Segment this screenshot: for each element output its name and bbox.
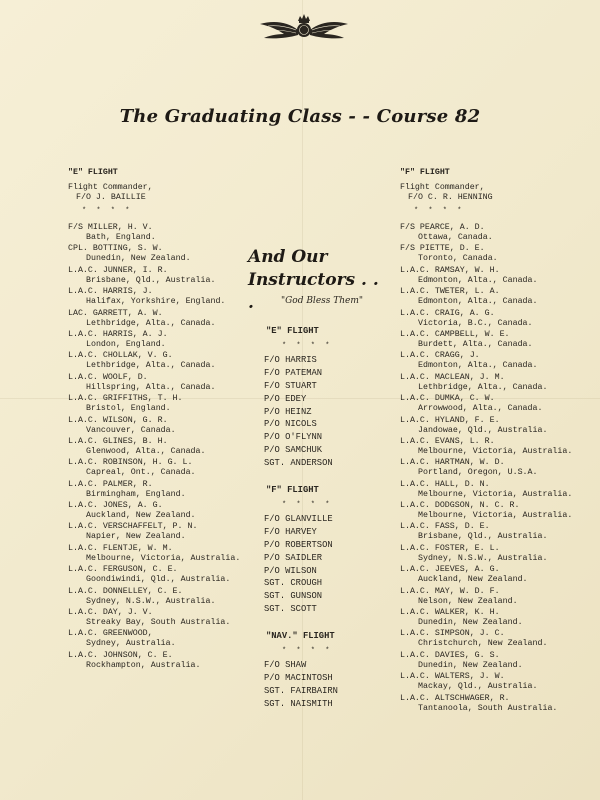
instructor-name: F/O PATEMAN — [264, 367, 323, 378]
instructor-section-header: "E" FLIGHT — [266, 326, 319, 336]
graduate-name: L.A.C. WILSON, G. R. — [68, 415, 168, 425]
graduate-name: L.A.C. HARRIS, J. — [68, 287, 153, 297]
e-flight-header: "E" FLIGHT — [68, 168, 118, 177]
graduate-entry — [68, 223, 258, 244]
graduate-name: L.A.C. HARTMAN, W. D. — [400, 458, 505, 468]
graduate-name: LAC. GARRETT, A. W. — [68, 308, 163, 318]
instructor-section-header: "NAV." FLIGHT — [266, 631, 335, 642]
graduate-name: L.A.C. FOSTER, E. L. — [400, 543, 500, 553]
instructor-name: F/O STUART — [264, 380, 317, 391]
instructor-name: SGT. CROUGH — [264, 578, 323, 589]
graduate-hometown: Sydney, N.S.W., Australia. — [86, 596, 216, 606]
graduate-name: L.A.C. GREENWOOD, — [68, 629, 153, 639]
graduate-name: L.A.C. CAMPBELL, W. E. — [400, 329, 510, 339]
graduate-entry — [400, 629, 590, 650]
graduate-name: F/S MILLER, H. V. — [68, 223, 153, 232]
instructor-name: P/O ROBERTSON — [264, 539, 333, 550]
graduate-entry — [400, 437, 590, 458]
instructor-name: F/O HARVEY — [264, 526, 317, 537]
graduate-hometown: Dunedin, New Zealand. — [418, 618, 523, 628]
instructor-section-header: "F" FLIGHT — [266, 485, 319, 496]
graduate-hometown: Sydney, Australia. — [86, 639, 176, 649]
graduate-name: L.A.C. FERGUSON, C. E. — [68, 565, 178, 575]
graduate-entry — [400, 223, 590, 244]
instructor-section — [264, 485, 384, 617]
graduate-hometown: Edmonton, Alta., Canada. — [418, 275, 538, 285]
instructor-name: SGT. ANDERSON — [264, 458, 333, 469]
graduate-entry — [400, 373, 590, 394]
graduate-name: L.A.C. FLENTJE, W. M. — [68, 543, 173, 553]
graduate-entry — [68, 309, 258, 330]
graduate-name: L.A.C. MAY, W. D. F. — [400, 586, 500, 596]
graduate-name: L.A.C. TWETER, L. A. — [400, 287, 500, 297]
graduate-hometown: Rockhampton, Australia. — [86, 660, 201, 670]
graduate-entry — [400, 330, 590, 351]
flight-commander-title: Flight Commander, — [400, 183, 485, 192]
graduate-entry — [68, 394, 258, 415]
graduate-entry — [400, 351, 590, 372]
graduate-entry — [68, 351, 258, 372]
graduate-entry — [400, 394, 590, 415]
graduate-entry — [68, 544, 258, 565]
graduate-name: L.A.C. VERSCHAFFELT, P. N. — [68, 522, 198, 532]
stars-divider: * * * * — [282, 501, 333, 510]
f-flight-header: "F" FLIGHT — [400, 168, 450, 177]
graduate-name: L.A.C. RAMSAY, W. H. — [400, 265, 500, 275]
graduate-hometown: Melbourne, Victoria, Australia. — [86, 553, 241, 563]
instructor-name: SGT. FAIRBAIRN — [264, 685, 338, 696]
graduate-entry — [68, 651, 258, 672]
graduate-entry — [68, 629, 258, 650]
instructors-title-line2: Instructors . . . — [248, 270, 379, 313]
instructor-name: P/O WILSON — [264, 565, 317, 576]
graduate-hometown: Victoria, B.C., Canada. — [418, 318, 533, 328]
instructor-name: P/O HEINZ — [264, 406, 312, 417]
graduate-entry — [400, 565, 590, 586]
graduate-hometown: Hillspring, Alta., Canada. — [86, 382, 216, 392]
graduate-name: L.A.C. ALTSCHWAGER, R. — [400, 693, 510, 703]
graduate-name: L.A.C. WALKER, K. H. — [400, 608, 500, 618]
graduate-hometown: Dunedin, New Zealand. — [86, 254, 191, 264]
graduate-name: L.A.C. MACLEAN, J. M. — [400, 372, 505, 382]
instructor-name: P/O NICOLS — [264, 419, 317, 430]
graduate-hometown: Auckland, New Zealand. — [86, 511, 196, 521]
graduate-name: L.A.C. FASS, D. E. — [400, 522, 490, 532]
graduate-hometown: Auckland, New Zealand. — [418, 575, 528, 585]
flight-commander-name: F/O J. BAILLIE — [76, 193, 146, 202]
graduate-hometown: Burdett, Alta., Canada. — [418, 339, 533, 349]
graduate-name: F/S PEARCE, A. D. — [400, 223, 485, 232]
graduate-hometown: Christchurch, New Zealand. — [418, 639, 548, 649]
graduate-name: L.A.C. SIMPSON, J. C. — [400, 629, 505, 639]
graduate-hometown: Edmonton, Alta., Canada. — [418, 361, 538, 371]
graduate-name: L.A.C. WOOLF, D. — [68, 372, 148, 382]
instructor-section — [264, 326, 384, 471]
graduate-entry — [68, 522, 258, 543]
graduate-hometown: Streaky Bay, South Australia. — [86, 618, 231, 628]
graduate-name: L.A.C. CRAGG, J. — [400, 351, 480, 361]
graduate-entry — [68, 330, 258, 351]
graduate-entry — [68, 608, 258, 629]
instructor-name: SGT. SCOTT — [264, 604, 317, 615]
graduate-name: L.A.C. JEEVES, A. G. — [400, 565, 500, 575]
graduate-hometown: Lethbridge, Alta., Canada. — [86, 361, 216, 371]
graduate-hometown: Melbourne, Victoria, Australia. — [418, 511, 573, 521]
graduate-entry — [400, 522, 590, 543]
graduate-name: L.A.C. PALMER, R. — [68, 479, 153, 489]
graduate-hometown: Birmingham, England. — [86, 489, 186, 499]
graduate-hometown: Toronto, Canada. — [418, 254, 498, 264]
graduate-entry — [400, 694, 590, 715]
instructor-name: F/O GLANVILLE — [264, 514, 333, 525]
graduate-hometown: Lethbridge, Alta., Canada. — [418, 382, 548, 392]
graduate-entry — [68, 565, 258, 586]
graduate-entry — [68, 373, 258, 394]
graduate-hometown: Goondiwindi, Qld., Australia. — [86, 575, 231, 585]
graduate-hometown: Brisbane, Qld., Australia. — [86, 275, 216, 285]
graduate-hometown: Bath, England. — [86, 233, 156, 242]
instructor-name: F/O SHAW — [264, 660, 307, 671]
graduate-entry — [400, 608, 590, 629]
instructors-subtitle: "God Bless Them" — [280, 296, 364, 306]
graduate-hometown: Ottawa, Canada. — [418, 233, 493, 242]
graduate-entry — [400, 672, 590, 693]
instructor-name: SGT. GUNSON — [264, 591, 323, 602]
instructor-name: P/O O'FLYNN — [264, 432, 323, 443]
stars-divider: * * * * — [282, 647, 333, 656]
graduate-hometown: Lethbridge, Alta., Canada. — [86, 318, 216, 328]
instructor-section — [264, 631, 384, 712]
graduate-hometown: Sydney, N.S.W., Australia. — [418, 553, 548, 563]
graduate-name: L.A.C. WALTERS, J. W. — [400, 672, 505, 682]
graduate-name: L.A.C. HYLAND, F. E. — [400, 415, 500, 425]
graduate-hometown: Vancouver, Canada. — [86, 425, 176, 435]
flight-commander-name: F/O C. R. HENNING — [408, 193, 493, 202]
graduate-name: L.A.C. JOHNSON, C. E. — [68, 650, 173, 660]
graduate-entry — [400, 651, 590, 672]
graduate-name: CPL. BOTTING, S. W. — [68, 244, 163, 254]
graduate-hometown: Jandowae, Qld., Australia. — [418, 425, 548, 435]
graduate-hometown: Melbourne, Victoria, Australia. — [418, 489, 573, 499]
graduate-entry — [68, 480, 258, 501]
graduate-name: L.A.C. DUMKA, C. W. — [400, 394, 495, 404]
graduate-entry — [68, 437, 258, 458]
instructor-name: P/O MACINTOSH — [264, 673, 333, 684]
graduate-name: F/S PIETTE, D. E. — [400, 244, 485, 254]
graduate-name: L.A.C. CHOLLAK, V. G. — [68, 351, 173, 361]
e-flight-graduate-list — [68, 223, 258, 672]
stars-divider: * * * * — [414, 207, 465, 215]
graduate-hometown: Dunedin, New Zealand. — [418, 660, 523, 670]
graduate-hometown: Bristol, England. — [86, 404, 171, 414]
graduate-entry — [400, 287, 590, 308]
instructors-list — [264, 326, 384, 726]
graduate-hometown: Glenwood, Alta., Canada. — [86, 446, 206, 456]
flight-commander-title: Flight Commander, — [68, 183, 153, 192]
f-flight-graduate-list — [400, 223, 590, 715]
graduate-name: L.A.C. DONNELLEY, C. E. — [68, 586, 183, 596]
instructor-name: P/O SAMCHUK — [264, 445, 323, 456]
graduate-entry — [68, 587, 258, 608]
graduate-hometown: Arrowwood, Alta., Canada. — [418, 404, 543, 414]
instructor-name: P/O SAIDLER — [264, 552, 323, 563]
graduate-entry — [400, 587, 590, 608]
graduate-name: L.A.C. GLINES, B. H. — [68, 436, 168, 446]
graduate-entry — [68, 287, 258, 308]
e-flight-graduates-column — [68, 168, 258, 672]
graduate-entry — [68, 416, 258, 437]
raf-wings-emblem-icon — [258, 8, 350, 44]
graduate-hometown: Halifax, Yorkshire, England. — [86, 297, 226, 307]
graduate-hometown: Nelson, New Zealand. — [418, 596, 518, 606]
instructors-title-line1: And Our — [248, 247, 328, 267]
instructor-name: SGT. NAISMITH — [264, 698, 333, 709]
graduate-name: L.A.C. DAY, J. V. — [68, 608, 153, 618]
graduate-entry — [400, 480, 590, 501]
graduate-name: L.A.C. EVANS, L. R. — [400, 436, 495, 446]
f-flight-graduates-column — [400, 168, 590, 715]
graduate-name: L.A.C. DAVIES, G. S. — [400, 650, 500, 660]
instructor-name: P/O EDEY — [264, 393, 307, 404]
graduate-hometown: Melbourne, Victoria, Australia. — [418, 446, 573, 456]
stars-divider: * * * * — [82, 207, 133, 215]
graduate-hometown: Mackay, Qld., Australia. — [418, 682, 538, 692]
graduate-name: L.A.C. HARRIS, A. J. — [68, 329, 168, 339]
graduate-entry — [400, 309, 590, 330]
graduate-name: L.A.C. CRAIG, A. G. — [400, 308, 495, 318]
graduate-entry — [400, 244, 590, 265]
page-title: The Graduating Class - - Course 82 — [119, 106, 481, 127]
graduate-entry — [400, 501, 590, 522]
graduate-name: L.A.C. ROBINSON, H. G. L. — [68, 458, 193, 468]
graduate-name: L.A.C. GRIFFITHS, T. H. — [68, 394, 183, 404]
instructor-name: F/O HARRIS — [264, 355, 317, 365]
graduate-entry — [68, 266, 258, 287]
graduate-name: L.A.C. DODGSON, N. C. R. — [400, 501, 520, 511]
graduate-hometown: Edmonton, Alta., Canada. — [418, 297, 538, 307]
graduate-hometown: Napier, New Zealand. — [86, 532, 186, 542]
graduate-hometown: Tantanoola, South Australia. — [418, 703, 558, 713]
graduate-name: L.A.C. JUNNER, I. R. — [68, 265, 168, 275]
graduate-entry — [68, 501, 258, 522]
stars-divider: * * * * — [282, 342, 333, 350]
graduate-entry — [400, 458, 590, 479]
graduate-entry — [400, 544, 590, 565]
graduate-name: L.A.C. HALL, D. N. — [400, 479, 490, 489]
graduate-name: L.A.C. JONES, A. G. — [68, 501, 163, 511]
graduate-entry — [400, 266, 590, 287]
graduate-hometown: Capreal, Ont., Canada. — [86, 468, 196, 478]
graduate-entry — [400, 416, 590, 437]
graduate-hometown: Brisbane, Qld., Australia. — [418, 532, 548, 542]
graduate-hometown: London, England. — [86, 339, 166, 349]
graduate-entry — [68, 244, 258, 265]
graduate-hometown: Portland, Oregon, U.S.A. — [418, 468, 538, 478]
graduate-entry — [68, 458, 258, 479]
